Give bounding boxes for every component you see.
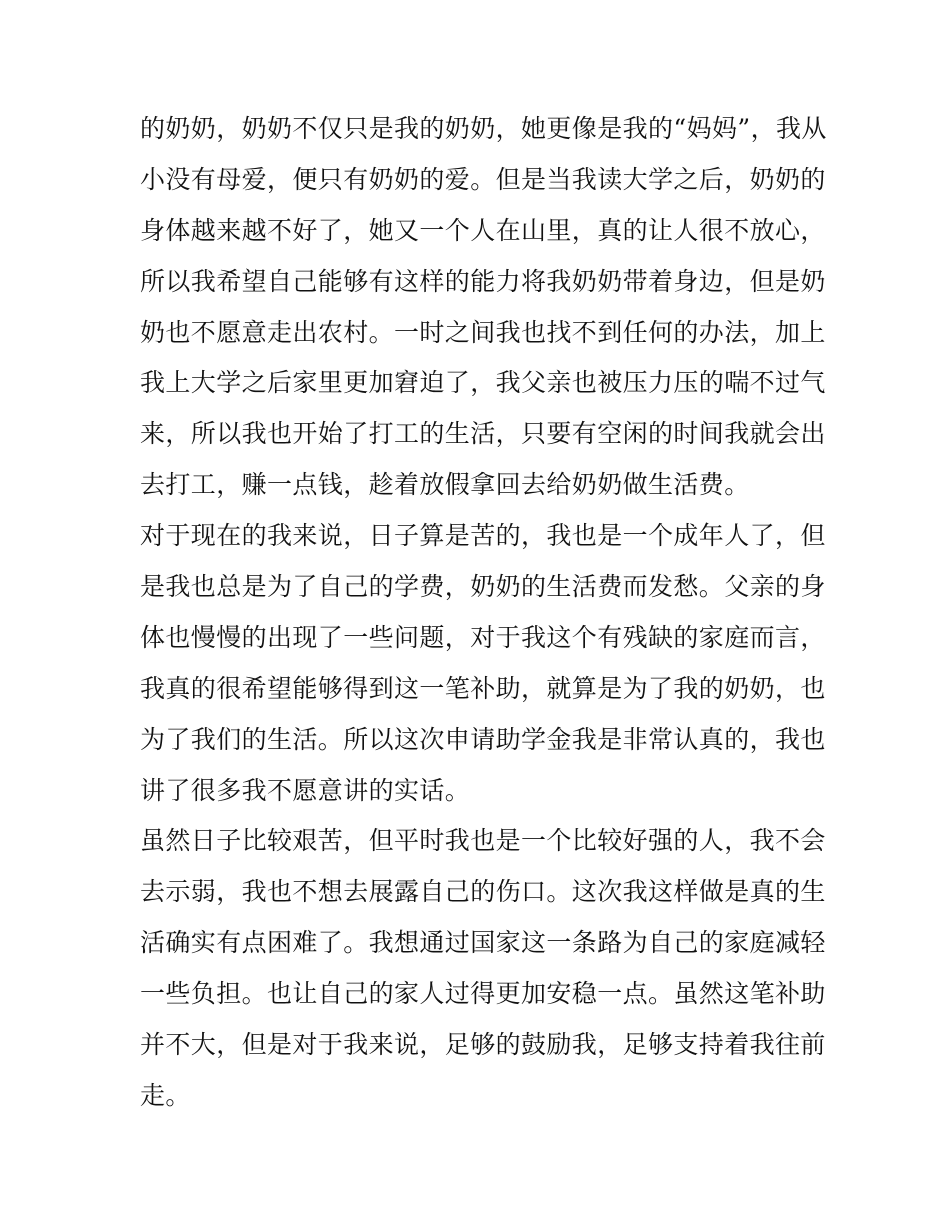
text-line: 活确实有点困难了。我想通过国家这一条路为自己的家庭减轻 <box>140 928 826 958</box>
text-line: 小没有母爱，便只有奶奶的爱。但是当我读大学之后，奶奶的 <box>140 164 826 194</box>
text-line: 的奶奶，奶奶不仅只是我的奶奶，她更像是我的“妈妈”，我从 <box>140 114 827 143</box>
text-line: 一些负担。也让自己的家人过得更加安稳一点。虽然这笔补助 <box>140 979 826 1009</box>
text-line: 为了我们的生活。所以这次申请助学金我是非常认真的，我也 <box>140 724 826 754</box>
body-text <box>140 104 827 1122</box>
text-line: 去打工，赚一点钱，趁着放假拿回去给奶奶做生活费。 <box>140 470 750 500</box>
text-line: 来，所以我也开始了打工的生活，只要有空闲的时间我就会出 <box>140 419 826 449</box>
text-line: 讲了很多我不愿意讲的实话。 <box>140 775 471 805</box>
text-line: 所以我希望自己能够有这样的能力将我奶奶带着身边，但是奶 <box>140 266 826 296</box>
text-line: 我上大学之后家里更加窘迫了，我父亲也被压力压的喘不过气 <box>140 368 826 398</box>
text-line: 身体越来越不好了，她又一个人在山里，真的让人很不放心， <box>140 215 826 245</box>
text-line: 是我也总是为了自己的学费，奶奶的生活费而发愁。父亲的身 <box>140 572 826 602</box>
text-line: 并不大，但是对于我来说，足够的鼓励我，足够支持着我往前 <box>140 1030 826 1060</box>
text-line: 走。 <box>140 1080 191 1110</box>
text-line: 去示弱，我也不想去展露自己的伤口。这次我这样做是真的生 <box>140 877 826 907</box>
text-line: 体也慢慢的出现了一些问题，对于我这个有残缺的家庭而言， <box>140 622 826 652</box>
text-line: 虽然日子比较艰苦，但平时我也是一个比较好强的人，我不会 <box>140 826 826 856</box>
text-line: 对于现在的我来说，日子算是苦的，我也是一个成年人了，但 <box>140 521 826 551</box>
text-line: 我真的很希望能够得到这一笔补助，就算是为了我的奶奶，也 <box>140 673 826 703</box>
text-line: 奶也不愿意走出农村。一时之间我也找不到任何的办法，加上 <box>140 317 826 347</box>
